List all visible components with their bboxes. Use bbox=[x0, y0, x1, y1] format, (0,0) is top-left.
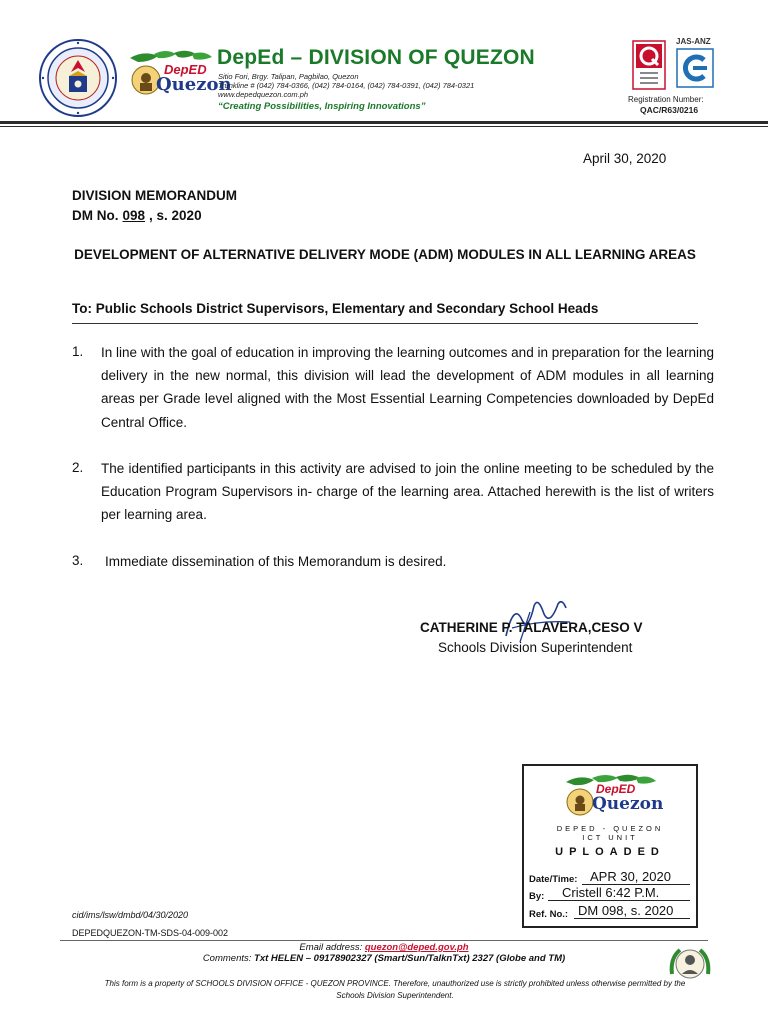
stamp-ref-line bbox=[574, 918, 690, 919]
email-label: Email address: bbox=[299, 942, 363, 953]
email-link[interactable]: quezon@deped.gov.ph bbox=[364, 942, 469, 953]
document-code: DEPEDQUEZON-TM-SDS-04-009-002 bbox=[72, 928, 229, 938]
signer-name: CATHERINE P. TALAVERA,CESO V bbox=[420, 620, 643, 635]
deped-quezon-logo bbox=[124, 48, 232, 104]
stamp-office: DEPED - QUEZON bbox=[556, 824, 664, 833]
footer-disclaimer: This form is a property of SCHOOLS DIVISION OFFICE - QUEZON PROVINCE. Therefore, unauthorized use is strictly prohibited unless otherwise permitted by the Schools Division Superintendent. bbox=[104, 979, 686, 1000]
footer-email bbox=[0, 942, 768, 953]
registration-label: Registration Number: bbox=[628, 95, 704, 104]
memo-number bbox=[72, 208, 202, 223]
stamp-by-value: Cristell 6:42 P.M. bbox=[562, 885, 660, 900]
item-text-2: The identified participants in this activity are advised to join the online meeting to be scheduled by the Education Program Supervisors in- charge of the learning area. Attached herewith is the list of writers per learning area. bbox=[101, 461, 714, 523]
upload-stamp bbox=[522, 764, 698, 928]
office-slogan: “Creating Possibilities, Inspiring Innovations” bbox=[218, 101, 426, 112]
stamp-unit: ICT UNIT bbox=[582, 833, 638, 842]
comments-label: Comments: bbox=[202, 953, 252, 964]
stamp-status: UPLOADED bbox=[555, 846, 665, 858]
item-text-3: Immediate dissemination of this Memorandum is desired. bbox=[105, 554, 447, 569]
office-trunkline: Trunkline # (042) 784-0366, (042) 784-0164, (042) 784-0391, (042) 784-0321 bbox=[218, 81, 475, 90]
footer-comments bbox=[0, 953, 768, 964]
item-number-1: 1. bbox=[72, 344, 84, 359]
header-divider bbox=[0, 121, 768, 124]
routing-code: cid/ims/lsw/dmbd/04/30/2020 bbox=[72, 910, 189, 920]
item-text-1: In line with the goal of education in improving the learning outcomes and in preparation for the learning delivery in the new normal, this division will lead the development of ADM modules in all learning areas per Grade level aligned with the Most Essential Learning Competencies downloaded by DepEd Central Office. bbox=[101, 345, 714, 430]
stamp-ref-value: DM 098, s. 2020 bbox=[578, 903, 674, 918]
jas-anz-logo bbox=[676, 48, 714, 88]
stamp-ref-label: Ref. No.: bbox=[529, 909, 569, 920]
stamp-logo-text-bottom: Quezon bbox=[592, 794, 664, 814]
memo-number-value: 098 bbox=[122, 208, 146, 223]
stamp-by-line bbox=[548, 900, 690, 901]
stamp-logo bbox=[562, 772, 664, 822]
signer-title: Schools Division Superintendent bbox=[438, 640, 633, 655]
item-number-3: 3. bbox=[72, 553, 84, 568]
memo-date: April 30, 2020 bbox=[583, 151, 667, 166]
jas-anz-label: JAS-ANZ bbox=[676, 37, 711, 46]
memo-type: DIVISION MEMORANDUM bbox=[72, 188, 237, 203]
logo-text-bottom: Quezon bbox=[156, 74, 232, 95]
comments-value: Txt HELEN – 09178902327 (Smart/Sun/TalknTxt) 2327 (Globe and TM) bbox=[254, 953, 566, 964]
stamp-date-label: Date/Time: bbox=[529, 874, 578, 885]
recipients-divider bbox=[72, 323, 698, 324]
memo-number-suffix: , s. 2020 bbox=[149, 208, 202, 223]
logo-text-top: DepED bbox=[164, 62, 207, 77]
item-number-2: 2. bbox=[72, 460, 84, 475]
memo-subject: DEVELOPMENT OF ALTERNATIVE DELIVERY MODE (ADM) MODULES IN ALL LEARNING AREAS bbox=[74, 247, 696, 262]
registration-number: QAC/R63/0216 bbox=[640, 105, 699, 115]
stamp-logo-text-top: DepED bbox=[596, 782, 636, 796]
office-address: Sitio Fori, Brgy. Talipan, Pagbilao, Quezon bbox=[218, 72, 359, 81]
stamp-by-label: By: bbox=[529, 891, 545, 902]
office-title: DepEd – DIVISION OF QUEZON bbox=[217, 46, 535, 69]
deped-seal-icon bbox=[38, 38, 118, 118]
memo-recipients: To: Public Schools District Supervisors, Elementary and Secondary School Heads bbox=[72, 301, 599, 316]
office-website[interactable]: www.depedquezon.com.ph bbox=[218, 90, 309, 99]
stamp-date-value: APR 30, 2020 bbox=[590, 869, 671, 884]
header-divider-thin bbox=[0, 126, 768, 127]
memo-number-prefix: DM No. bbox=[72, 208, 119, 223]
iso-q-logo bbox=[632, 40, 666, 90]
footer-divider bbox=[60, 940, 708, 941]
